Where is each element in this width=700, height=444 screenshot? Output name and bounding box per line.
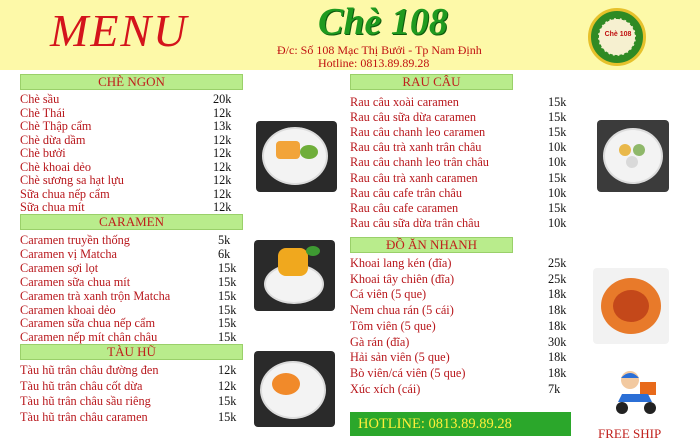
menu-item-name: Caramen sữa chua mít xyxy=(20,274,131,289)
menu-item-name: Xúc xích (cái) xyxy=(350,381,421,396)
menu-item-price: 12k xyxy=(213,200,232,214)
menu-item-price: 15k xyxy=(218,409,237,424)
menu-item-name: Rau câu xoài caramen xyxy=(350,95,459,109)
menu-item-price: 15k xyxy=(548,95,567,109)
header-hotline: Hotline: 0813.89.89.28 xyxy=(318,56,430,70)
menu-item-price: 10k xyxy=(548,140,567,155)
photo-tau-hu-dish xyxy=(254,351,335,427)
menu-item-price: 12k xyxy=(213,146,232,160)
menu-item-price: 20k xyxy=(213,92,232,106)
menu-item-name: Chè khoai dẻo xyxy=(20,159,92,174)
menu-item-price: 12k xyxy=(218,378,237,393)
menu-item-name: Chè bưởi xyxy=(20,146,66,160)
menu-title: MENU xyxy=(50,5,189,56)
menu-item-name: Caramen sữa chua nếp cẩm xyxy=(20,316,156,331)
photo-caramen-dish xyxy=(254,240,335,311)
menu-item-price: 15k xyxy=(548,110,567,125)
menu-item-price: 10k xyxy=(548,155,567,170)
menu-item-price: 12k xyxy=(218,363,237,377)
logo-text: Chè 108 xyxy=(604,31,632,38)
menu-item-name: Rau câu chanh leo trân châu xyxy=(350,155,489,170)
logo-badge xyxy=(598,18,636,56)
photo-che-dish xyxy=(256,121,337,192)
menu-item-price: 10k xyxy=(548,185,567,200)
menu-item-price: 15k xyxy=(218,260,237,275)
menu-item-price: 12k xyxy=(213,132,232,147)
menu-item-price: 15k xyxy=(218,274,237,289)
section-header-che-ngon: CHÈ NGON xyxy=(20,74,243,90)
menu-item-price: 18k xyxy=(548,350,567,365)
menu-item-name: Caramen nếp mít chân châu xyxy=(20,330,158,345)
footer-hotline: HOTLINE: 0813.89.89.28 xyxy=(350,412,571,436)
menu-item-price: 18k xyxy=(548,287,567,302)
menu-item-price: 18k xyxy=(548,303,567,318)
menu-item-price: 15k xyxy=(548,170,567,185)
menu-item-price: 30k xyxy=(548,334,567,349)
menu-item-price: 6k xyxy=(218,246,231,261)
menu-item-name: Nem chua rán (5 cái) xyxy=(350,303,454,318)
menu-item-name: Cá viên (5 que) xyxy=(350,287,427,302)
menu-item-name: Tàu hũ trân châu sầu riêng xyxy=(20,394,151,408)
menu-item-price: 12k xyxy=(213,173,232,187)
menu-item-price: 15k xyxy=(218,288,237,303)
menu-item-name: Sữa chua nếp cẩm xyxy=(20,186,110,201)
menu-item-price: 10k xyxy=(548,215,567,230)
menu-item-price: 15k xyxy=(218,316,237,331)
menu-item-name: Rau câu sữa dừa trân châu xyxy=(350,215,480,230)
menu-item-price: 25k xyxy=(548,271,567,286)
menu-item-price: 15k xyxy=(548,125,567,140)
shop-logo xyxy=(588,8,646,66)
menu-item-name: Chè sương sa hạt lựu xyxy=(20,173,124,187)
menu-item-price: 15k xyxy=(218,302,237,317)
menu-item-name: Tôm viên (5 que) xyxy=(350,318,436,333)
menu-item-name: Chè sầu xyxy=(20,92,60,106)
shop-address: Đ/c: Số 108 Mạc Thị Bưởi - Tp Nam Định xyxy=(277,43,482,57)
menu-item-price: 12k xyxy=(213,186,232,201)
menu-item-price: 18k xyxy=(548,365,567,380)
menu-item-name: Bò viên/cá viên (5 que) xyxy=(350,365,466,380)
menu-item-price: 15k xyxy=(218,394,237,408)
photo-fast-food-dish xyxy=(593,268,669,344)
menu-item-price: 25k xyxy=(548,256,567,270)
section-header-do-an-nhanh: ĐỒ ĂN NHANH xyxy=(350,237,513,253)
menu-item-name: Chè Thập cẩm xyxy=(20,119,92,133)
menu-item-name: Gà rán (đĩa) xyxy=(350,334,410,349)
menu-item-name: Rau câu sữa dừa caramen xyxy=(350,110,476,125)
menu-item-name: Sữa chua mít xyxy=(20,200,85,214)
menu-item-name: Rau câu cafe trân châu xyxy=(350,185,462,200)
menu-item-name: Rau câu trà xanh caramen xyxy=(350,170,478,185)
section-header-caramen: CARAMEN xyxy=(20,214,243,230)
menu-item-name: Rau câu chanh leo caramen xyxy=(350,125,486,140)
menu-item-price: 5k xyxy=(218,233,231,247)
brand-name: Chè 108 xyxy=(318,1,448,43)
menu-item-name: Tàu hũ trân châu caramen xyxy=(20,409,148,424)
photo-rau-cau-dish xyxy=(597,120,669,192)
menu-item-price: 18k xyxy=(548,318,567,333)
section-header-rau-cau: RAU CÂU xyxy=(350,74,513,90)
section-header-tau-hu: TÀU HŨ xyxy=(20,344,243,360)
menu-item-price: 15k xyxy=(548,200,567,215)
menu-item-name: Caramen trà xanh trộn Matcha xyxy=(20,288,171,303)
menu-item-name: Rau câu trà xanh trân châu xyxy=(350,140,482,155)
menu-item-name: Caramen truyền thống xyxy=(20,233,130,247)
menu-item-price: 15k xyxy=(218,330,237,345)
menu-item-name: Khoai tây chiên (đĩa) xyxy=(350,271,455,286)
menu-item-name: Khoai lang kén (đĩa) xyxy=(350,256,452,270)
menu-item-name: Chè Thái xyxy=(20,105,66,120)
menu-item-price: 13k xyxy=(213,119,232,133)
menu-item-name: Rau câu cafe caramen xyxy=(350,200,459,215)
menu-item-name: Hải sản viên (5 que) xyxy=(350,350,450,365)
menu-item-name: Tàu hũ trân châu cốt dừa xyxy=(20,378,143,393)
menu-item-price: 7k xyxy=(548,381,561,396)
menu-item-name: Chè dừa dầm xyxy=(20,132,86,147)
menu-item-name: Caramen vị Matcha xyxy=(20,246,117,261)
menu-item-name: Caramen sợi lọt xyxy=(20,260,99,275)
free-ship-label: FREE SHIP xyxy=(598,426,662,441)
menu-item-name: Caramen khoai dẻo xyxy=(20,302,116,317)
menu-item-price: 12k xyxy=(213,159,232,174)
delivery-scooter-icon xyxy=(608,368,664,420)
menu-item-name: Tàu hũ trân châu đường đen xyxy=(20,363,159,377)
menu-item-price: 12k xyxy=(213,105,232,120)
